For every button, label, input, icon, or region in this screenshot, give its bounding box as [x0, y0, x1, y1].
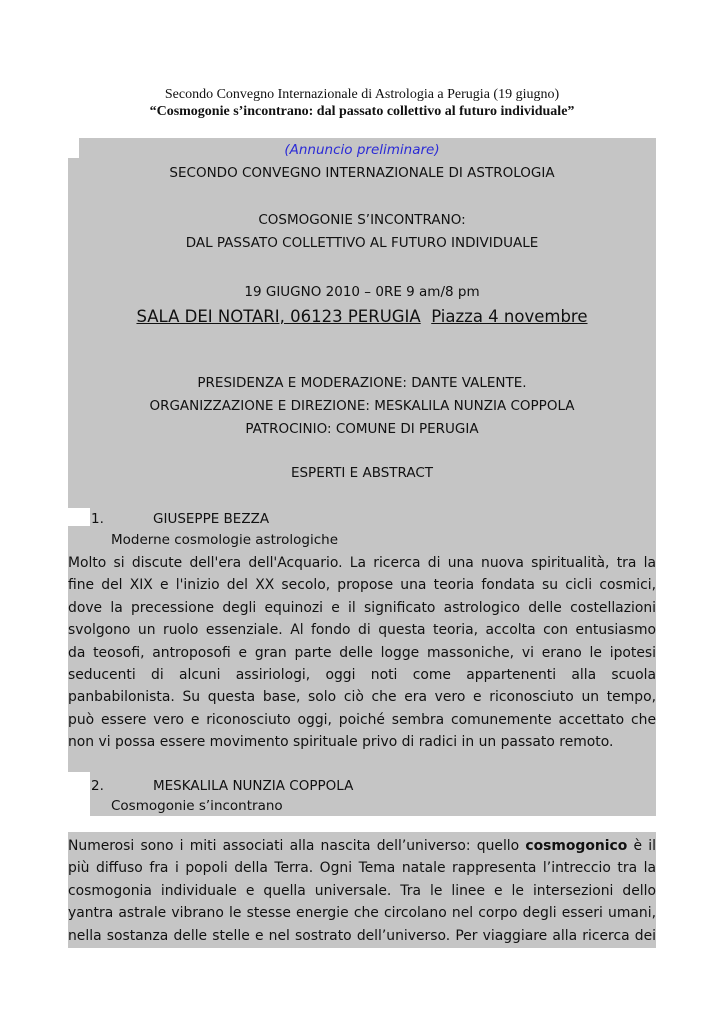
- abstract-line: più diffuso fra i popoli della Terra. Ogni Tema natale rappresenta l’intreccio tra la: [68, 860, 656, 877]
- speaker-number: 2.: [91, 778, 104, 794]
- talk-title: Cosmogonie s’incontrano: [111, 798, 283, 814]
- abstract-line: può essere vero e riconosciuto oggi, poiché sembra comunemente accettato che: [68, 711, 656, 728]
- presidency: PRESIDENZA E MODERAZIONE: DANTE VALENTE.: [197, 375, 527, 391]
- conference-title: SECONDO CONVEGNO INTERNAZIONALE DI ASTROLOGIA: [169, 165, 555, 181]
- abstract-line: dove la precessione degli equinozi e il significato astrologico delle costellazioni: [68, 599, 656, 616]
- abstract-line: [68, 835, 656, 857]
- header-line-1: Secondo Convegno Internazionale di Astrologia a Perugia (19 giugno): [164, 87, 560, 102]
- abstract-line: fine del XIX e l'inizio del XX secolo, propose una teoria fondata su cicli cosmici,: [68, 577, 656, 594]
- abstract-line: da teosofi, antroposofi e gran parte delle logge massoniche, vi erano le ipotesi: [68, 644, 656, 661]
- document-header: [0, 86, 724, 120]
- venue-line: [68, 307, 656, 326]
- abstract-line: cosmogonia individuale e quella universale. Tra le linee e le intersezioni dello: [68, 882, 656, 899]
- abstract-line-end: è il: [627, 838, 656, 854]
- bold-word: cosmogonico: [525, 838, 628, 854]
- talk-title: Moderne cosmologie astrologiche: [111, 532, 339, 548]
- theme-line-1: COSMOGONIE S’INCONTRANO:: [258, 212, 466, 228]
- announcement-shading: [68, 158, 656, 508]
- experts-heading: ESPERTI E ABSTRACT: [290, 465, 434, 481]
- abstract-line: yantra astrale vibrano le stesse energie che circolano nel corpo degli esseri umani,: [68, 905, 656, 922]
- abstract-paragraph: [68, 552, 656, 754]
- abstract-line: nella sostanza delle stelle e nel sostrato dell’universo. Per viaggiare alla ricerca dei: [68, 927, 656, 944]
- speaker-name: MESKALILA NUNZIA COPPOLA: [153, 778, 354, 794]
- venue-square: Piazza 4 novembre: [431, 307, 588, 326]
- organization: ORGANIZZAZIONE E DIREZIONE: MESKALILA NUNZIA COPPOLA: [149, 398, 575, 414]
- speaker-number: 1.: [91, 511, 104, 527]
- abstract-line: panbabilonista. Su questa base, solo ciò che era vero e riconosciuto un tempo,: [68, 689, 656, 706]
- abstract-line: svolgono un ruolo essenziale. Al fondo di questa teoria, accolta con entusiasmo: [68, 622, 656, 639]
- venue: SALA DEI NOTARI, 06123 PERUGIA: [136, 307, 421, 326]
- abstract-line: non vi possa essere movimento spirituale privo di radici in un passato remoto.: [68, 734, 614, 751]
- abstract-line: Molto si discute dell'era dell'Acquario. La ricerca di una nuova spiritualità, tra la: [68, 555, 656, 571]
- date-time: 19 GIUGNO 2010 – 0RE 9 am/8 pm: [244, 284, 480, 300]
- abstract-line: seducenti di alcuni assiriologi, oggi noti come appartenenti alla scuola: [68, 667, 656, 684]
- theme-line-2: DAL PASSATO COLLETTIVO AL FUTURO INDIVIDUALE: [185, 235, 539, 251]
- abstract-paragraph: [68, 835, 656, 947]
- abstract-line-start: Numerosi sono i miti associati alla nascita dell’universo: quello: [68, 838, 526, 854]
- announcement-label: (Annuncio preliminare): [284, 142, 440, 158]
- speaker-name: GIUSEPPE BEZZA: [153, 511, 270, 527]
- header-line-2: “Cosmogonie s’incontrano: dal passato collettivo al futuro individuale”: [149, 104, 575, 119]
- patronage: PATROCINIO: COMUNE DI PERUGIA: [245, 421, 479, 437]
